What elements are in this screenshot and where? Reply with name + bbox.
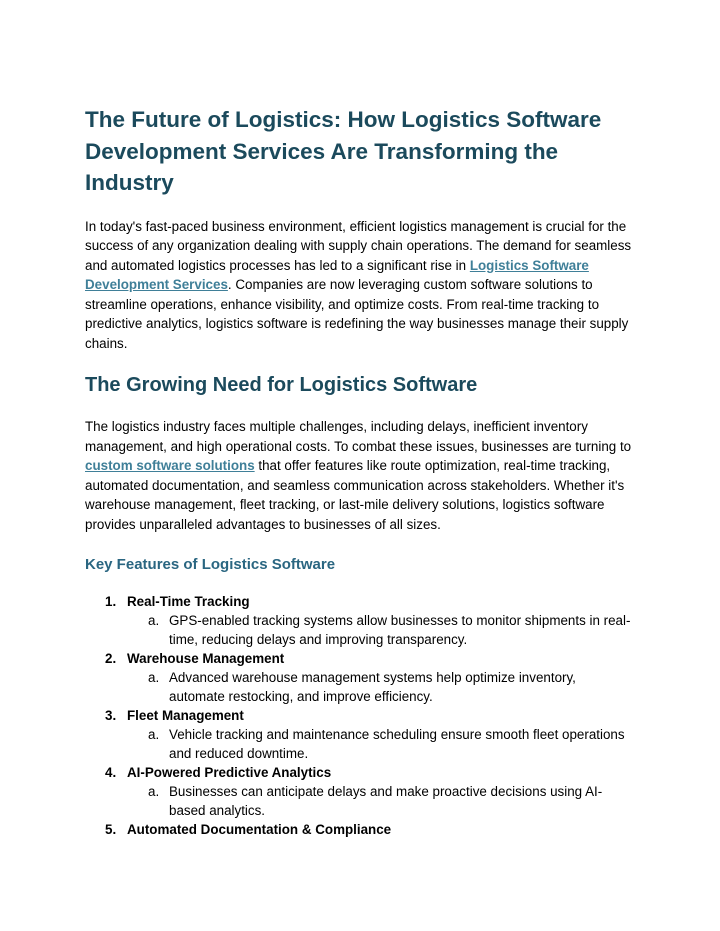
custom-software-solutions-link[interactable]: custom software solutions xyxy=(85,458,255,473)
list-item-number: 3. xyxy=(105,708,117,723)
list-item xyxy=(85,592,635,649)
sub-list-text: GPS-enabled tracking systems allow businesses to monitor shipments in real-time, reducing delays and improving transparency. xyxy=(169,613,631,647)
sub-list-text: Businesses can anticipate delays and make proactive decisions using AI-based analytics. xyxy=(169,784,603,818)
intro-paragraph xyxy=(85,217,635,354)
list-item xyxy=(85,649,635,706)
intro-text-end: . Companies are now leveraging custom software solutions to streamline operations, enhance visibility, and optimize costs. From real-time tracking to predictive analytics, logistics software is redefining the way businesses manage their supply chains. xyxy=(85,277,629,351)
growing-need-section xyxy=(85,372,635,534)
article-title: The Future of Logistics: How Logistics Software Development Services Are Transforming the Industry xyxy=(85,107,602,195)
sub-list-text: Advanced warehouse management systems help optimize inventory, automate restocking, and improve efficiency. xyxy=(169,670,576,704)
list-item xyxy=(85,820,635,839)
sub-list-letter: a. xyxy=(148,670,160,685)
list-item-number: 2. xyxy=(105,651,117,666)
article-body xyxy=(85,104,635,839)
list-item xyxy=(85,763,635,820)
list-item-title: Real-Time Tracking xyxy=(127,594,250,609)
growing-text-start: The logistics industry faces multiple challenges, including delays, inefficient inventory management, and high operational costs. To combat these issues, businesses are turning to xyxy=(85,419,632,454)
logistics-software-development-services-link[interactable]: Logistics Software Development Services xyxy=(85,257,589,292)
growing-need-paragraph xyxy=(85,417,635,534)
list-item-number: 4. xyxy=(105,765,117,780)
list-item-title: Automated Documentation & Compliance xyxy=(127,822,392,837)
growing-need-heading: The Growing Need for Logistics Software xyxy=(85,374,478,396)
sub-list-item xyxy=(127,782,635,820)
list-item-title: Warehouse Management xyxy=(127,651,285,666)
intro-text-start: In today's fast-paced business environment, efficient logistics management is crucial for the success of any organization dealing with supply chain operations. The demand for seamless and automated logistics processes has led to a significant rise in xyxy=(85,218,632,273)
list-item xyxy=(85,706,635,763)
list-item-title: AI-Powered Predictive Analytics xyxy=(127,765,332,780)
growing-text-end: that offer features like route optimization, real-time tracking, automated documentation, and seamless communication across stakeholders. Whether it's warehouse management, fleet tracking, or last-mile delivery solutions, logistics software provides unparalleled advantages to businesses of all sizes. xyxy=(85,458,625,532)
features-list xyxy=(85,592,635,839)
key-features-heading: Key Features of Logistics Software xyxy=(85,556,336,573)
sub-list-item xyxy=(127,725,635,763)
sub-list-item xyxy=(127,668,635,706)
list-item-number: 1. xyxy=(105,594,117,609)
sub-list-item xyxy=(127,611,635,649)
key-features-section xyxy=(85,555,635,839)
sub-list-letter: a. xyxy=(148,784,160,799)
list-item-number: 5. xyxy=(105,822,117,837)
sub-list-letter: a. xyxy=(148,613,160,628)
list-item-title: Fleet Management xyxy=(127,708,244,723)
sub-list-text: Vehicle tracking and maintenance scheduling ensure smooth fleet operations and reduced downtime. xyxy=(169,727,625,761)
sub-list-letter: a. xyxy=(148,727,160,742)
